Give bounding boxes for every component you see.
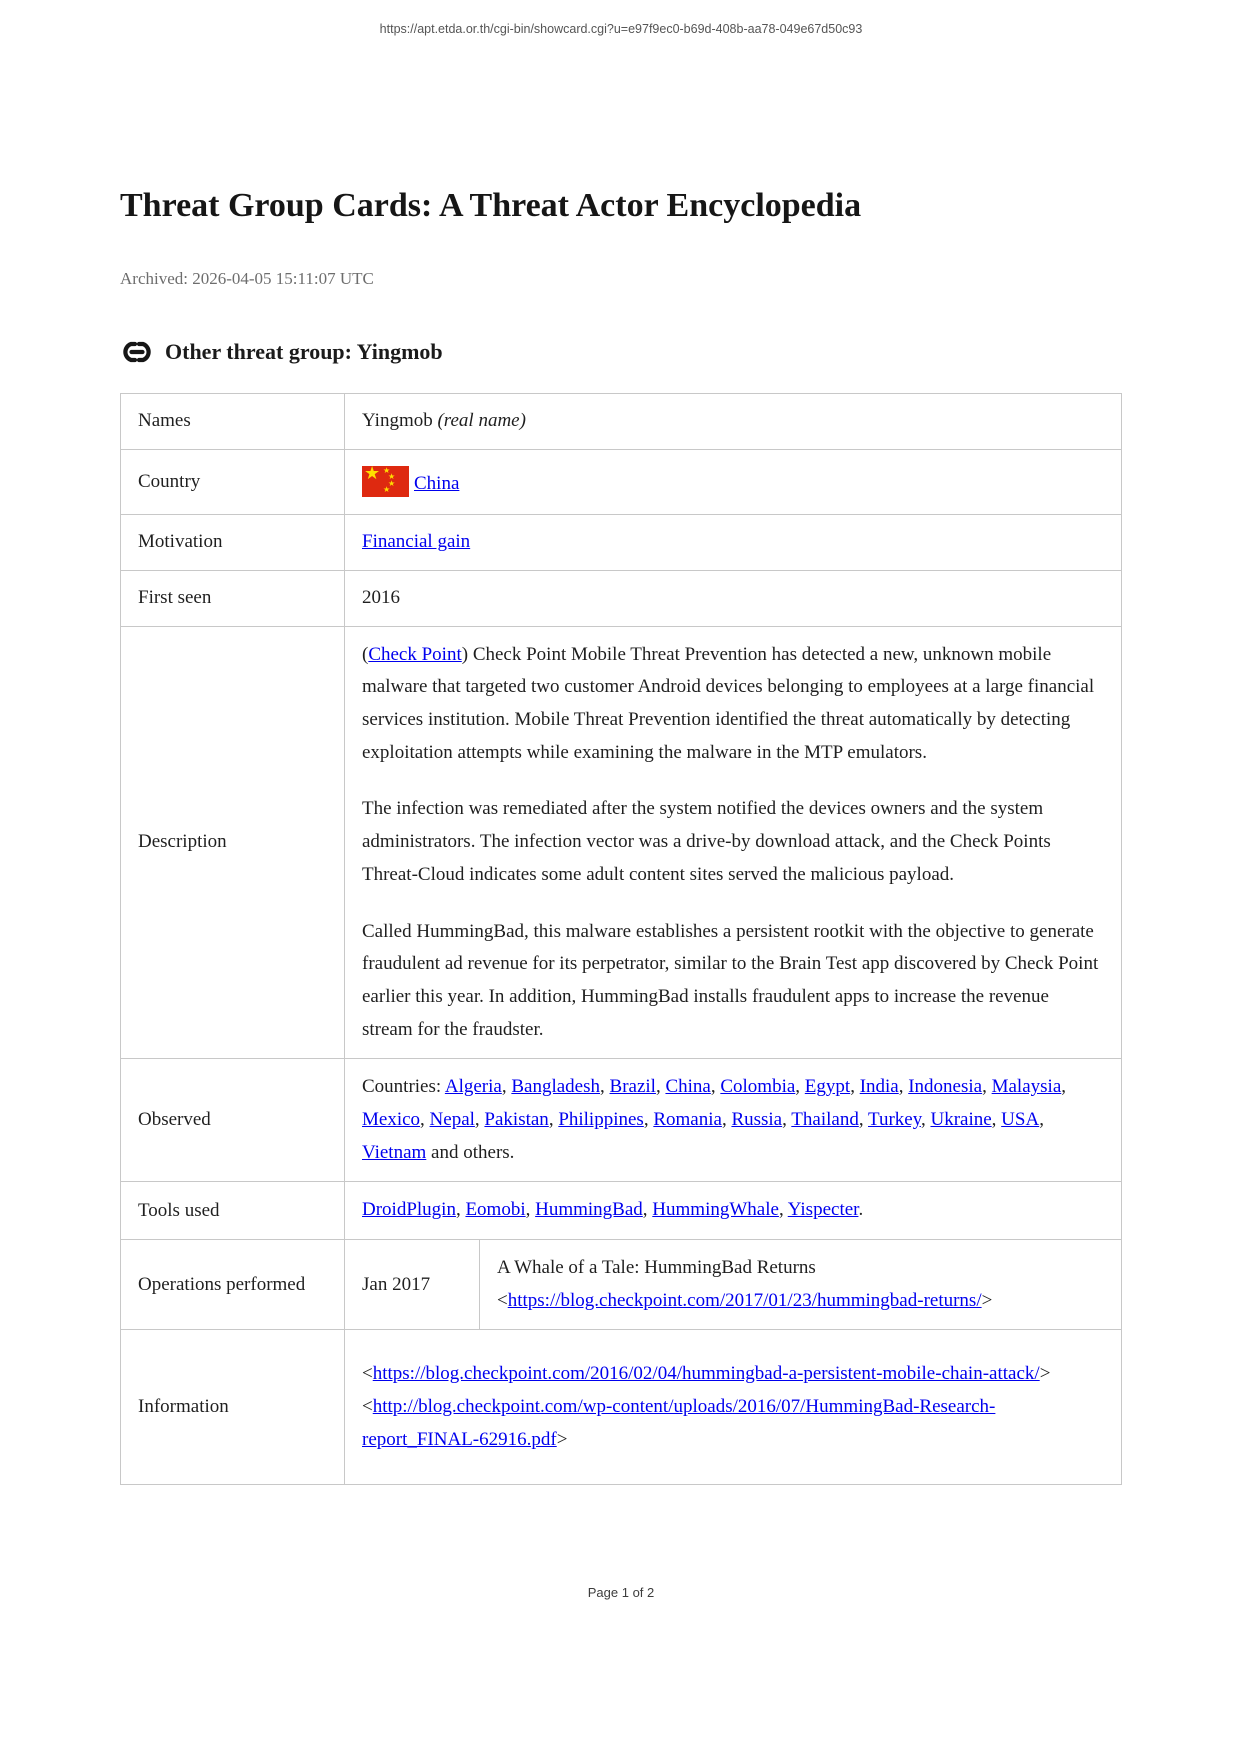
- table-row-names: [121, 393, 1122, 449]
- description-paragraph: [362, 916, 1104, 1047]
- text-segment: ,: [982, 1076, 992, 1098]
- link-line: [362, 1358, 1104, 1391]
- names-value: [345, 393, 1122, 449]
- observed-country-link[interactable]: Brazil: [609, 1076, 656, 1098]
- text-segment: ,: [525, 1199, 536, 1221]
- threat-group-card-table: [120, 393, 1122, 1485]
- text-segment: and others.: [426, 1141, 515, 1163]
- country-name: China: [414, 473, 460, 495]
- table-row-tools-used: [121, 1182, 1122, 1240]
- section-heading-text: Other threat group: Yingmob: [165, 338, 443, 364]
- observed-country-link[interactable]: China: [665, 1076, 711, 1098]
- observed-country-link[interactable]: Indonesia: [908, 1076, 983, 1098]
- china-flag-icon: ★ ★ ★ ★ ★: [362, 466, 409, 497]
- table-row-observed: [121, 1059, 1122, 1182]
- text-segment: .: [858, 1199, 864, 1221]
- text-segment: Called HummingBad, this malware establishes a persistent rootkit with the objective to generate fraudulent ad revenue for its perpetrator, similar to the Brain Test app discovered by Check Point earlier this year. In addition, HummingBad installs fraudulent apps to increase the revenue stream for the fraudster.: [362, 920, 1099, 1040]
- tool-link[interactable]: HummingWhale: [652, 1199, 779, 1221]
- operation-link[interactable]: https://blog.checkpoint.com/2017/01/23/hummingbad-returns/: [507, 1289, 982, 1311]
- text-segment: ,: [1061, 1076, 1067, 1098]
- operation-date: Jan 2017: [345, 1239, 480, 1329]
- text-segment: ,: [782, 1108, 792, 1130]
- page-content: [120, 186, 1122, 1485]
- motivation-label: Motivation: [121, 514, 345, 570]
- information-label: Information: [121, 1330, 345, 1485]
- first-seen-value: 2016: [345, 570, 1122, 626]
- text-segment: ,: [655, 1076, 666, 1098]
- observed-country-link[interactable]: Malaysia: [991, 1076, 1062, 1098]
- text-segment: >: [1039, 1363, 1051, 1385]
- text-segment: >: [556, 1428, 568, 1450]
- text-segment: The infection was remediated after the system notified the devices owners and the system administrators. The infection vector was a drive-by download attack, and the Check Points Threat-Cloud indicates some adult content sites served the malicious payload.: [362, 798, 1051, 885]
- observed-value: [345, 1059, 1122, 1182]
- description-label: Description: [121, 626, 345, 1058]
- operation-url-line: [497, 1285, 1104, 1318]
- motivation-link[interactable]: Financial gain: [362, 531, 471, 553]
- observed-country-link[interactable]: USA: [1001, 1108, 1040, 1130]
- information-link[interactable]: https://blog.checkpoint.com/2016/02/04/hummingbad-a-persistent-mobile-chain-attack/: [372, 1363, 1040, 1385]
- text-segment: ,: [721, 1108, 732, 1130]
- observed-country-link[interactable]: Bangladesh: [511, 1076, 601, 1098]
- observed-country-link[interactable]: Egypt: [804, 1076, 851, 1098]
- observed-country-link[interactable]: Nepal: [429, 1108, 475, 1130]
- text-segment: <: [362, 1363, 373, 1385]
- table-row-country: [121, 449, 1122, 514]
- observed-country-link[interactable]: Vietnam: [362, 1141, 427, 1163]
- table-row-motivation: [121, 514, 1122, 570]
- description-paragraph: [362, 639, 1104, 770]
- print-header-url: https://apt.etda.or.th/cgi-bin/showcard.cgi?u=e97f9ec0-b69d-408b-aa78-049e67d50c93: [379, 22, 863, 36]
- text-segment: ,: [710, 1076, 721, 1098]
- observed-country-link[interactable]: Thailand: [791, 1108, 859, 1130]
- country-label: Country: [121, 449, 345, 514]
- text-segment: ,: [474, 1108, 485, 1130]
- text-segment: >: [981, 1289, 993, 1311]
- information-link[interactable]: http://blog.checkpoint.com/wp-content/uploads/2016/07/HummingBad-Research-report_FINAL-62916.pdf: [362, 1395, 996, 1450]
- tool-link[interactable]: DroidPlugin: [362, 1199, 456, 1221]
- text-segment: ,: [642, 1199, 653, 1221]
- names-label: Names: [121, 393, 345, 449]
- tool-link[interactable]: Yispecter: [787, 1199, 859, 1221]
- tools-used-label: Tools used: [121, 1182, 345, 1240]
- link-line: [362, 1391, 1104, 1456]
- text-segment: Countries:: [362, 1076, 445, 1098]
- text-segment: ,: [858, 1108, 868, 1130]
- text-segment: ,: [420, 1108, 430, 1130]
- observed-country-link[interactable]: Pakistan: [484, 1108, 549, 1130]
- text-segment: <: [497, 1289, 508, 1311]
- text-segment: ,: [795, 1076, 805, 1098]
- observed-country-link[interactable]: Colombia: [720, 1076, 796, 1098]
- observed-country-link[interactable]: Russia: [731, 1108, 783, 1130]
- tool-link[interactable]: Eomobi: [465, 1199, 526, 1221]
- observed-country-link[interactable]: Romania: [653, 1108, 722, 1130]
- operations-performed-label: Operations performed: [121, 1239, 345, 1329]
- text-segment: Yingmob: [362, 410, 438, 432]
- information-value: [345, 1330, 1122, 1485]
- first-seen-label: First seen: [121, 570, 345, 626]
- table-row-description: [121, 626, 1122, 1058]
- country-link[interactable]: [362, 466, 460, 495]
- description-value: [345, 626, 1122, 1058]
- text-segment: ,: [991, 1108, 1002, 1130]
- section-heading: [120, 339, 1122, 365]
- table-row-first-seen: [121, 570, 1122, 626]
- archived-timestamp: Archived: 2026-04-05 15:11:07 UTC: [120, 268, 374, 288]
- observed-country-link[interactable]: Algeria: [444, 1076, 502, 1098]
- operation-title: A Whale of a Tale: HummingBad Returns: [497, 1256, 816, 1278]
- text-segment: ,: [600, 1076, 610, 1098]
- page-title: Threat Group Cards: A Threat Actor Encyclopedia: [120, 187, 862, 224]
- italic-text: (real name): [437, 410, 526, 432]
- motivation-value: [345, 514, 1122, 570]
- page-number: Page 1 of 2: [587, 1585, 655, 1601]
- operation-details: [480, 1239, 1122, 1329]
- observed-label: Observed: [121, 1059, 345, 1182]
- check-point-link[interactable]: Check Point: [368, 643, 462, 665]
- text-segment: ,: [455, 1199, 466, 1221]
- country-value: [345, 449, 1122, 514]
- text-segment: ,: [643, 1108, 654, 1130]
- tool-link[interactable]: HummingBad: [535, 1199, 643, 1221]
- text-segment: ,: [850, 1076, 860, 1098]
- text-segment: <: [362, 1395, 373, 1417]
- text-segment: ,: [920, 1108, 931, 1130]
- text-segment: (: [362, 643, 369, 665]
- text-segment: ,: [548, 1108, 559, 1130]
- table-row-information: [121, 1330, 1122, 1485]
- text-segment: ,: [501, 1076, 512, 1098]
- link-icon: [120, 341, 154, 363]
- text-segment: ,: [778, 1199, 788, 1221]
- observed-country-link[interactable]: Ukraine: [930, 1108, 992, 1130]
- observed-country-link[interactable]: Philippines: [558, 1108, 644, 1130]
- tools-used-value: [345, 1182, 1122, 1240]
- text-segment: ,: [898, 1076, 909, 1098]
- text-segment: ,: [1039, 1108, 1044, 1130]
- description-paragraph: [362, 793, 1104, 891]
- text-segment: ) Check Point Mobile Threat Prevention has detected a new, unknown mobile malware that targeted two customer Android devices belonging to employees at a large financial services institution. Mobile Threat Prevention identified the threat automatically by detecting exploitation attempts while examining the malware in the MTP emulators.: [362, 643, 1095, 763]
- observed-country-link[interactable]: Turkey: [868, 1108, 921, 1130]
- observed-country-link[interactable]: India: [859, 1076, 899, 1098]
- observed-country-link[interactable]: Mexico: [362, 1108, 421, 1130]
- table-row-operations-performed: [121, 1239, 1122, 1329]
